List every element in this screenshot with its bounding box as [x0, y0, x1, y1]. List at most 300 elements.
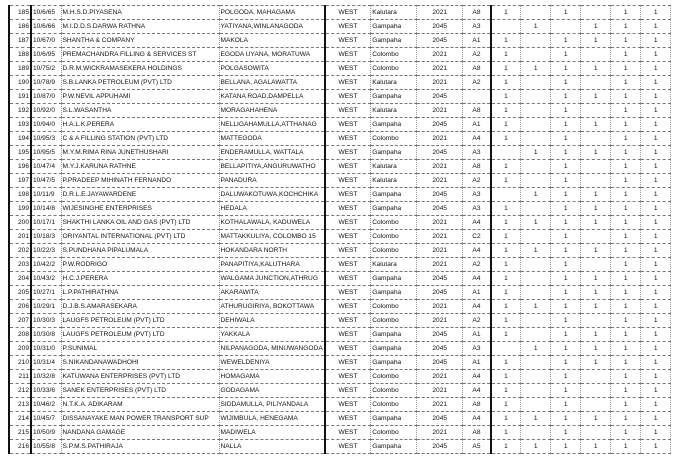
province-cell: WEST	[325, 370, 371, 384]
flag-cell: 1	[611, 244, 641, 258]
province-cell: WEST	[325, 34, 371, 48]
flag-cell: 1	[611, 48, 641, 62]
code-cell: 2045	[417, 202, 463, 216]
flag-cell: 1	[611, 188, 641, 202]
reg-id-cell: 10/94/0	[31, 118, 61, 132]
flag-cell	[581, 160, 611, 174]
row-number-cell: 211	[9, 370, 31, 384]
flag-cell: 1	[521, 342, 551, 356]
dealer-table	[8, 5, 671, 454]
row-number-cell: 212	[9, 384, 31, 398]
reg-id-cell: 10/42/2	[31, 258, 61, 272]
address-cell: KATANA ROAD,DAMPELLA	[219, 90, 325, 104]
flag-cell: 1	[611, 90, 641, 104]
flag-cell: 1	[551, 202, 581, 216]
province-cell: WEST	[325, 90, 371, 104]
province-cell: WEST	[325, 76, 371, 90]
flag-cell: 1	[641, 314, 671, 328]
row-number-cell: 199	[9, 202, 31, 216]
flag-cell: 1	[641, 146, 671, 160]
row-number-cell: 216	[9, 440, 31, 454]
flag-cell: 1	[521, 62, 551, 76]
flag-cell: 1	[521, 412, 551, 426]
flag-cell: 1	[641, 104, 671, 118]
table-row	[9, 20, 671, 34]
code-cell: 2021	[417, 216, 463, 230]
flag-cell	[521, 370, 551, 384]
reg-id-cell: 10/29/1	[31, 300, 61, 314]
flag-cell: 1	[521, 146, 551, 160]
row-number-cell: 206	[9, 300, 31, 314]
table-row	[9, 34, 671, 48]
table-row	[9, 230, 671, 244]
code-cell: 2045	[417, 412, 463, 426]
flag-cell: 1	[581, 118, 611, 132]
flag-cell: 1	[581, 328, 611, 342]
table-row	[9, 160, 671, 174]
address-cell: SIDDAMULLA, PILIYANDALA	[219, 398, 325, 412]
table-row	[9, 244, 671, 258]
dealer-name-cell: P.W.NEVIL APPUHAMI	[61, 90, 219, 104]
class-cell: A3	[463, 342, 491, 356]
flag-cell: 1	[551, 300, 581, 314]
code-cell: 2045	[417, 188, 463, 202]
table-row	[9, 286, 671, 300]
class-cell: A4	[463, 384, 491, 398]
row-number-cell: 194	[9, 132, 31, 146]
code-cell: 2045	[417, 328, 463, 342]
dealer-name-cell: N.T.K.A. ADIKARAM	[61, 398, 219, 412]
flag-cell: 1	[491, 286, 521, 300]
flag-cell: 1	[491, 216, 521, 230]
flag-cell: 1	[551, 48, 581, 62]
dealer-name-cell: C & A FILLING STATION (PVT) LTD	[61, 132, 219, 146]
province-cell: WEST	[325, 342, 371, 356]
class-cell: A4	[463, 412, 491, 426]
class-cell: C2	[463, 230, 491, 244]
table-body	[9, 6, 671, 454]
flag-cell: 1	[641, 440, 671, 454]
province-cell: WEST	[325, 412, 371, 426]
flag-cell: 1	[611, 328, 641, 342]
flag-cell: 1	[641, 426, 671, 440]
flag-cell: 1	[611, 426, 641, 440]
flag-cell: 1	[491, 132, 521, 146]
code-cell: 2045	[417, 286, 463, 300]
row-number-cell: 214	[9, 412, 31, 426]
table-row	[9, 258, 671, 272]
row-number-cell: 187	[9, 34, 31, 48]
class-cell: A8	[463, 6, 491, 20]
dealer-name-cell: WIJESINGHE ENTERPRISES	[61, 202, 219, 216]
reg-id-cell: 10/95/3	[31, 132, 61, 146]
class-cell: A1	[463, 118, 491, 132]
flag-cell	[581, 48, 611, 62]
reg-id-cell: 10/95/5	[31, 146, 61, 160]
dealer-name-cell: D.J.B.S.AMARASEKARA	[61, 300, 219, 314]
row-number-cell: 185	[9, 6, 31, 20]
code-cell: 2045	[417, 440, 463, 454]
flag-cell: 1	[491, 104, 521, 118]
table-row	[9, 272, 671, 286]
row-number-cell: 213	[9, 398, 31, 412]
table-row	[9, 356, 671, 370]
reg-id-cell: 10/6/95	[31, 48, 61, 62]
flag-cell: 1	[581, 244, 611, 258]
flag-cell	[581, 174, 611, 188]
district-cell: Colombo	[371, 384, 417, 398]
dealer-name-cell: SHAKTHI LANKA OIL AND GAS (PVT) LTD	[61, 216, 219, 230]
flag-cell: 1	[611, 370, 641, 384]
class-cell: A1	[463, 34, 491, 48]
address-cell: DALUWAKOTUWA,KOCHCHIKA	[219, 188, 325, 202]
table-row	[9, 440, 671, 454]
row-number-cell: 201	[9, 230, 31, 244]
flag-cell: 1	[641, 398, 671, 412]
district-cell: Gampaha	[371, 34, 417, 48]
class-cell: A2	[463, 48, 491, 62]
flag-cell: 1	[641, 174, 671, 188]
flag-cell	[521, 90, 551, 104]
district-cell: Colombo	[371, 216, 417, 230]
reg-id-cell: 10/87/0	[31, 90, 61, 104]
address-cell: MAKOLA	[219, 34, 325, 48]
province-cell: WEST	[325, 286, 371, 300]
flag-cell: 1	[551, 230, 581, 244]
flag-cell: 1	[491, 384, 521, 398]
flag-cell: 1	[641, 118, 671, 132]
flag-cell: 1	[491, 356, 521, 370]
flag-cell: 1	[611, 440, 641, 454]
code-cell: 2045	[417, 272, 463, 286]
flag-cell	[521, 6, 551, 20]
flag-cell: 1	[551, 118, 581, 132]
flag-cell	[581, 426, 611, 440]
flag-cell	[581, 314, 611, 328]
address-cell: ATHURUGIRIYA, BOKOTTAWA	[219, 300, 325, 314]
flag-cell: 1	[581, 34, 611, 48]
class-cell: A1	[463, 328, 491, 342]
flag-cell	[521, 132, 551, 146]
district-cell: Kalutara	[371, 104, 417, 118]
flag-cell: 1	[491, 230, 521, 244]
address-cell: DEHIWALA	[219, 314, 325, 328]
flag-cell: 1	[641, 258, 671, 272]
province-cell: WEST	[325, 314, 371, 328]
flag-cell	[581, 258, 611, 272]
flag-cell: 1	[491, 202, 521, 216]
code-cell: 2045	[417, 118, 463, 132]
dealer-name-cell: D.R.L.E.JAYAWARDENE	[61, 188, 219, 202]
flag-cell: 1	[611, 384, 641, 398]
flag-cell: 1	[491, 76, 521, 90]
code-cell: 2021	[417, 244, 463, 258]
flag-cell: 1	[611, 76, 641, 90]
table-row	[9, 132, 671, 146]
row-number-cell: 188	[9, 48, 31, 62]
flag-cell: 1	[491, 118, 521, 132]
reg-id-cell: 10/92/0	[31, 104, 61, 118]
flag-cell: 1	[611, 412, 641, 426]
flag-cell: 1	[491, 412, 521, 426]
address-cell: ENDERAMULLA, WATTALA	[219, 146, 325, 160]
flag-cell: 1	[551, 216, 581, 230]
flag-cell	[581, 104, 611, 118]
flag-cell: 1	[641, 20, 671, 34]
province-cell: WEST	[325, 104, 371, 118]
flag-cell: 1	[641, 62, 671, 76]
flag-cell: 1	[581, 216, 611, 230]
reg-id-cell: 10/30/3	[31, 314, 61, 328]
dealer-name-cell: M.I.D.D.S.DARWA RATHNA	[61, 20, 219, 34]
code-cell: 2021	[417, 48, 463, 62]
table-row	[9, 118, 671, 132]
reg-id-cell: 10/22/3	[31, 244, 61, 258]
code-cell: 2021	[417, 258, 463, 272]
district-cell: Colombo	[371, 314, 417, 328]
province-cell: WEST	[325, 426, 371, 440]
flag-cell: 1	[641, 356, 671, 370]
reg-id-cell: 10/47/4	[31, 160, 61, 174]
reg-id-cell: 10/45/7	[31, 412, 61, 426]
flag-cell	[581, 384, 611, 398]
table-row	[9, 216, 671, 230]
reg-id-cell: 10/67/0	[31, 34, 61, 48]
reg-id-cell: 10/78/9	[31, 76, 61, 90]
class-cell: A5	[463, 440, 491, 454]
code-cell: 2021	[417, 104, 463, 118]
flag-cell: 1	[611, 272, 641, 286]
class-cell: A4	[463, 370, 491, 384]
district-cell: Gampaha	[371, 90, 417, 104]
address-cell: WALGAMA JUNCTION,ATHRUG	[219, 272, 325, 286]
row-number-cell: 210	[9, 356, 31, 370]
flag-cell: 1	[641, 76, 671, 90]
reg-id-cell: 10/32/8	[31, 370, 61, 384]
flag-cell: 1	[611, 160, 641, 174]
address-cell: BELLANA, AGALAWATTA	[219, 76, 325, 90]
district-cell: Gampaha	[371, 202, 417, 216]
code-cell: 2045	[417, 356, 463, 370]
reg-id-cell: 10/33/6	[31, 384, 61, 398]
row-number-cell: 192	[9, 104, 31, 118]
reg-id-cell: 10/50/9	[31, 426, 61, 440]
flag-cell: 1	[491, 34, 521, 48]
reg-id-cell: 10/27/1	[31, 286, 61, 300]
flag-cell: 1	[551, 342, 581, 356]
row-number-cell: 204	[9, 272, 31, 286]
flag-cell: 1	[641, 48, 671, 62]
district-cell: Gampaha	[371, 328, 417, 342]
flag-cell: 1	[641, 328, 671, 342]
flag-cell: 1	[491, 426, 521, 440]
table-row	[9, 76, 671, 90]
province-cell: WEST	[325, 272, 371, 286]
flag-cell: 1	[521, 20, 551, 34]
row-number-cell: 196	[9, 160, 31, 174]
district-cell: Gampaha	[371, 118, 417, 132]
flag-cell: 1	[491, 174, 521, 188]
dealer-name-cell: DISSANAYAKE MAN POWER TRANSPORT SUP	[61, 412, 219, 426]
flag-cell: 1	[611, 342, 641, 356]
flag-cell: 1	[551, 174, 581, 188]
flag-cell: 1	[611, 356, 641, 370]
flag-cell: 1	[641, 160, 671, 174]
province-cell: WEST	[325, 216, 371, 230]
table-row	[9, 342, 671, 356]
flag-cell: 1	[611, 132, 641, 146]
class-cell: A1	[463, 356, 491, 370]
class-cell: A8	[463, 62, 491, 76]
province-cell: WEST	[325, 202, 371, 216]
code-cell: 2021	[417, 300, 463, 314]
flag-cell: 1	[551, 188, 581, 202]
row-number-cell: 209	[9, 342, 31, 356]
dealer-name-cell: S.PUNDHANA PIPALUMALA	[61, 244, 219, 258]
reg-id-cell: 10/75/2	[31, 62, 61, 76]
table-row	[9, 104, 671, 118]
flag-cell: 1	[521, 300, 551, 314]
district-cell: Colombo	[371, 230, 417, 244]
flag-cell	[491, 146, 521, 160]
flag-cell	[581, 370, 611, 384]
flag-cell: 1	[611, 300, 641, 314]
flag-cell: 1	[581, 440, 611, 454]
district-cell: Gampaha	[371, 146, 417, 160]
flag-cell: 1	[611, 230, 641, 244]
flag-cell: 1	[491, 244, 521, 258]
class-cell: A8	[463, 426, 491, 440]
flag-cell	[521, 398, 551, 412]
flag-cell: 1	[491, 300, 521, 314]
flag-cell: 1	[551, 412, 581, 426]
dealer-name-cell: D.R.M.WICKRAMASEKERA HOLDINGS	[61, 62, 219, 76]
class-cell: A4	[463, 244, 491, 258]
flag-cell: 1	[641, 34, 671, 48]
class-cell: A2	[463, 174, 491, 188]
flag-cell	[581, 230, 611, 244]
class-cell: A3	[463, 202, 491, 216]
row-number-cell: 203	[9, 258, 31, 272]
flag-cell: 1	[491, 398, 521, 412]
address-cell: HOKANDARA NORTH	[219, 244, 325, 258]
flag-cell: 1	[551, 258, 581, 272]
district-cell: Gampaha	[371, 20, 417, 34]
flag-cell	[551, 20, 581, 34]
flag-cell	[521, 118, 551, 132]
flag-cell: 1	[551, 244, 581, 258]
flag-cell	[521, 314, 551, 328]
province-cell: WEST	[325, 118, 371, 132]
flag-cell: 1	[611, 6, 641, 20]
class-cell: A2	[463, 314, 491, 328]
dealer-name-cell: LAUGFS PETROLEUM (PVT) LTD	[61, 314, 219, 328]
flag-cell: 1	[521, 216, 551, 230]
reg-id-cell: 10/31/0	[31, 342, 61, 356]
code-cell: 2045	[417, 34, 463, 48]
flag-cell: 1	[581, 412, 611, 426]
flag-cell: 1	[551, 272, 581, 286]
row-number-cell: 215	[9, 426, 31, 440]
flag-cell	[521, 286, 551, 300]
table-row	[9, 314, 671, 328]
flag-cell: 1	[581, 188, 611, 202]
class-cell: A4	[463, 132, 491, 146]
province-cell: WEST	[325, 48, 371, 62]
row-number-cell: 190	[9, 76, 31, 90]
dealer-name-cell: M.Y.M.RIMA RINA JUNETHUSHARI	[61, 146, 219, 160]
flag-cell: 1	[641, 216, 671, 230]
flag-cell: 1	[641, 244, 671, 258]
flag-cell	[521, 174, 551, 188]
address-cell: MADIWELA	[219, 426, 325, 440]
flag-cell: 1	[581, 300, 611, 314]
reg-id-cell: 10/31/4	[31, 356, 61, 370]
class-cell: A1	[463, 286, 491, 300]
flag-cell	[521, 230, 551, 244]
district-cell: Colombo	[371, 300, 417, 314]
table-row	[9, 412, 671, 426]
flag-cell: 1	[551, 76, 581, 90]
flag-cell	[581, 132, 611, 146]
reg-id-cell: 10/6/65	[31, 6, 61, 20]
row-number-cell: 186	[9, 20, 31, 34]
flag-cell	[521, 356, 551, 370]
flag-cell: 1	[641, 202, 671, 216]
dealer-name-cell: M.H.S.D.PIYASENA	[61, 6, 219, 20]
dealer-name-cell: P.SUNIMAL	[61, 342, 219, 356]
province-cell: WEST	[325, 300, 371, 314]
row-number-cell: 200	[9, 216, 31, 230]
district-cell: Kalutara	[371, 76, 417, 90]
flag-cell: 1	[581, 272, 611, 286]
flag-cell	[491, 342, 521, 356]
flag-cell	[521, 76, 551, 90]
address-cell: NILPANAGODA, MINUWANGODA	[219, 342, 325, 356]
province-cell: WEST	[325, 160, 371, 174]
flag-cell: 1	[581, 62, 611, 76]
flag-cell: 1	[641, 188, 671, 202]
flag-cell: 1	[491, 6, 521, 20]
dealer-name-cell: ORIYANTAL INTERNATIONAL (PVT) LTD	[61, 230, 219, 244]
province-cell: WEST	[325, 384, 371, 398]
table-row	[9, 384, 671, 398]
reg-id-cell: 10/6/66	[31, 20, 61, 34]
reg-id-cell: 10/30/8	[31, 328, 61, 342]
table-row	[9, 370, 671, 384]
dealer-name-cell: S.P.M.S.PATHIRAJA	[61, 440, 219, 454]
flag-cell: 1	[551, 440, 581, 454]
code-cell: 2021	[417, 426, 463, 440]
address-cell: POLGASOWITA	[219, 62, 325, 76]
dealer-name-cell: KATUWANA ENTERPRISES (PVT) LTD	[61, 370, 219, 384]
flag-cell: 1	[641, 384, 671, 398]
code-cell: 2021	[417, 62, 463, 76]
flag-cell	[521, 104, 551, 118]
province-cell: WEST	[325, 174, 371, 188]
flag-cell: 1	[551, 104, 581, 118]
flag-cell: 1	[491, 160, 521, 174]
address-cell: YAKKALA	[219, 328, 325, 342]
row-number-cell: 207	[9, 314, 31, 328]
flag-cell: 1	[581, 20, 611, 34]
flag-cell: 1	[551, 398, 581, 412]
flag-cell: 1	[551, 314, 581, 328]
flag-cell	[521, 34, 551, 48]
reg-id-cell: 10/47/5	[31, 174, 61, 188]
flag-cell: 1	[611, 202, 641, 216]
flag-cell: 1	[611, 174, 641, 188]
